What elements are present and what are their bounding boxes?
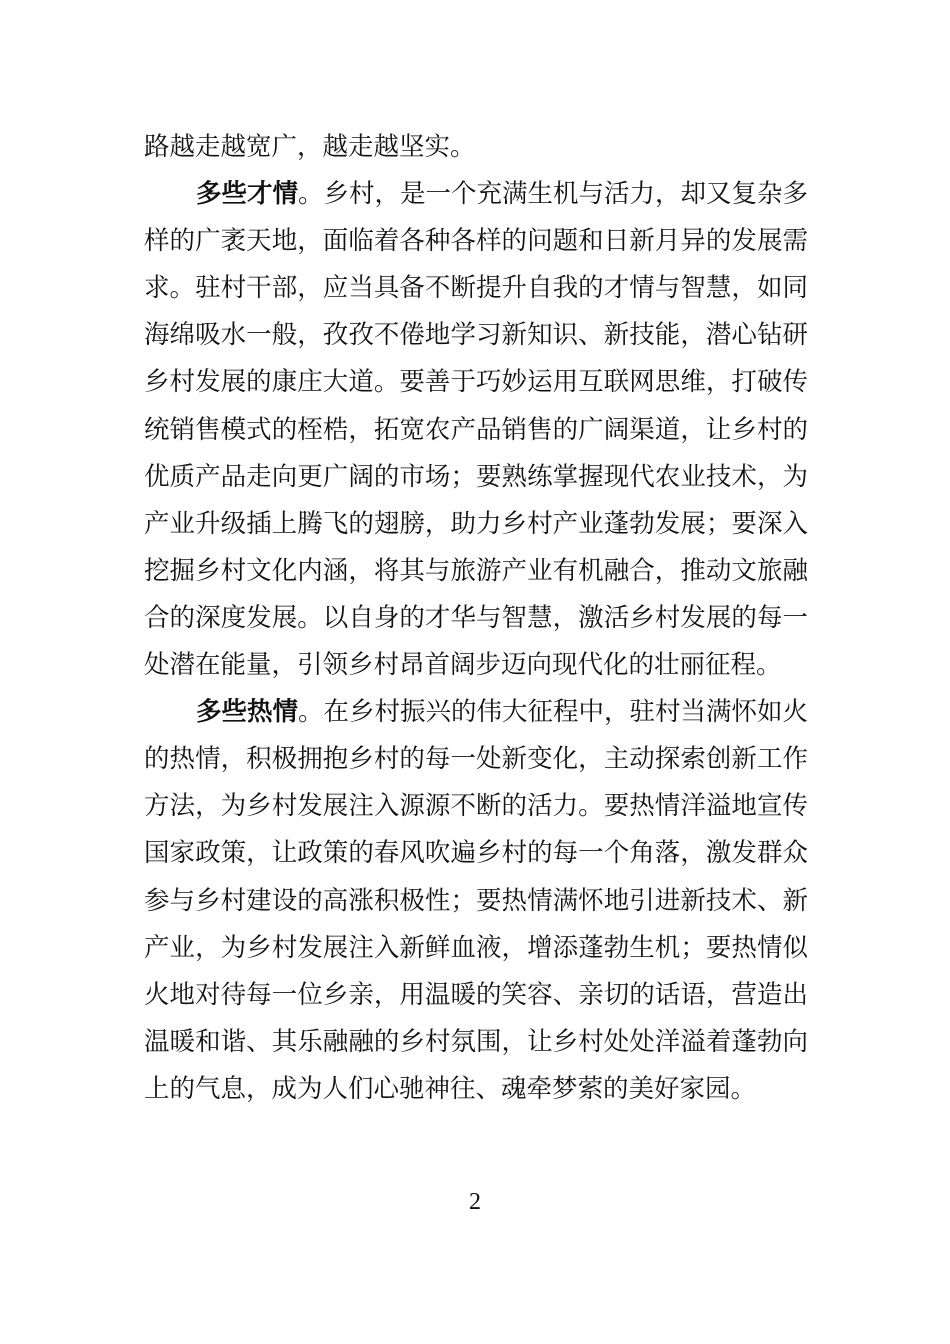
text-span: 。在乡村振兴的伟大征程中，驻村当满怀如火	[298, 697, 809, 728]
text-line: 火地对待每一位乡亲，用温暖的笑容、亲切的话语，营造出	[144, 979, 808, 1010]
text-line: 温暖和谐、其乐融融的乡村氛围，让乡村处处洋溢着蓬勃向	[144, 1026, 808, 1057]
text-line	[144, 171, 808, 218]
text-line: 的热情，积极拥抱乡村的每一处新变化，主动探索创新工作	[144, 744, 808, 775]
text-line	[144, 689, 808, 736]
paragraph-passion	[144, 689, 808, 1113]
text-line: 优质产品走向更广阔的市场；要熟练掌握现代农业技术，为	[144, 461, 808, 492]
text-span: 。乡村，是一个充满生机与活力，却又复杂多	[298, 179, 809, 210]
text-line: 处潜在能量，引领乡村昂首阔步迈向现代化的壮丽征程。	[144, 650, 782, 681]
text-line: 产业，为乡村发展注入新鲜血液，增添蓬勃生机；要热情似	[144, 932, 808, 963]
text-line: 方法，为乡村发展注入源源不断的活力。要热情洋溢地宣传	[144, 791, 808, 822]
text-line: 乡村发展的康庄大道。要善于巧妙运用互联网思维，打破传	[144, 367, 808, 398]
text-line: 产业升级插上腾飞的翅膀，助力乡村产业蓬勃发展；要深入	[144, 508, 808, 539]
page-number: 2	[469, 1189, 481, 1215]
text-line: 样的广袤天地，面临着各种各样的问题和日新月异的发展需	[144, 226, 808, 257]
paragraph-heading: 多些热情	[196, 697, 299, 728]
text-line: 参与乡村建设的高涨积极性；要热情满怀地引进新技术、新	[144, 885, 808, 916]
text-line: 上的气息，成为人们心驰神往、魂牵梦萦的美好家园。	[144, 1073, 757, 1104]
text-line: 合的深度发展。以自身的才华与智慧，激活乡村发展的每一	[144, 602, 808, 633]
text-line: 海绵吸水一般，孜孜不倦地学习新知识、新技能，潜心钻研	[144, 320, 808, 351]
text-line: 挖掘乡村文化内涵，将其与旅游产业有机融合，推动文旅融	[144, 555, 808, 586]
document-body	[144, 124, 808, 1113]
text-line: 路越走越宽广，越走越坚实。	[144, 132, 476, 162]
paragraph-talent	[144, 171, 808, 689]
paragraph-heading: 多些才情	[196, 179, 299, 210]
text-line: 国家政策，让政策的春风吹遍乡村的每一个角落，激发群众	[144, 838, 808, 869]
text-line: 求。驻村干部，应当具备不断提升自我的才情与智慧，如同	[144, 273, 808, 304]
text-line: 统销售模式的桎梏，拓宽农产品销售的广阔渠道，让乡村的	[144, 414, 808, 445]
